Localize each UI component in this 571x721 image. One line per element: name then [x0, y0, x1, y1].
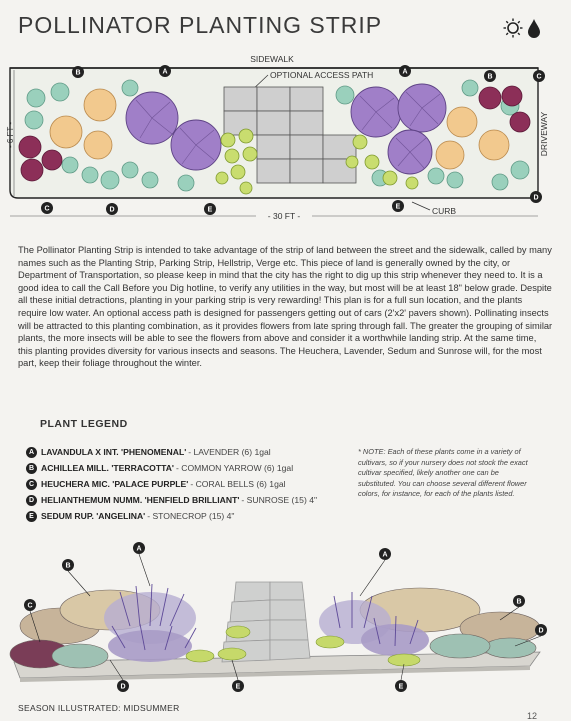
marker-c: C — [27, 602, 33, 610]
perspective-illustration — [0, 536, 571, 702]
marker-e: E — [398, 683, 404, 691]
legend-item — [26, 492, 346, 508]
marker-e: E — [395, 203, 401, 211]
driveway-label: DRIVEWAY — [539, 111, 549, 157]
marker-b: B — [65, 562, 71, 570]
marker-a: A — [162, 68, 168, 76]
marker-b: B — [487, 73, 493, 81]
legend-key: D — [26, 495, 37, 506]
marker-c: C — [44, 205, 50, 213]
legend-item — [26, 460, 346, 476]
length-dimension-label: - 30 FT - — [267, 211, 301, 221]
legend-item — [26, 476, 346, 492]
legend-key: E — [26, 511, 37, 522]
access-path-label: OPTIONAL ACCESS PATH — [270, 70, 374, 80]
marker-c: C — [536, 73, 542, 81]
legend-common-name: - CORAL BELLS (6) 1gal — [190, 479, 286, 489]
season-caption: SEASON ILLUSTRATED: MIDSUMMER — [18, 703, 180, 713]
plan-view-diagram — [0, 50, 571, 230]
page-title: POLLINATOR PLANTING STRIP — [18, 12, 383, 38]
legend-title: PLANT LEGEND — [40, 418, 128, 430]
full-sun-icon — [503, 18, 523, 38]
cultivar-note: * NOTE: Each of these plants come in a variety of cultivars, so if your nursery does not stock the exact cultivar specified, likely another one can be substituted. You can choose several different flower colors, for instance, for each of the plants listed. — [358, 447, 528, 499]
legend-botanical-name: ACHILLEA MILL. 'TERRACOTTA' — [41, 463, 174, 473]
page-number: 12 — [527, 711, 538, 721]
plant-legend — [26, 444, 346, 524]
water-drop-icon — [527, 18, 541, 38]
legend-botanical-name: HELIANTHEMUM NUMM. 'HENFIELD BRILLIANT' — [41, 495, 240, 505]
marker-d: D — [533, 194, 539, 202]
marker-a: A — [382, 551, 388, 559]
legend-common-name: - SUNROSE (15) 4" — [241, 495, 318, 505]
marker-b: B — [516, 598, 522, 606]
legend-botanical-name: HEUCHERA MIC. 'PALACE PURPLE' — [41, 479, 189, 489]
legend-key: A — [26, 447, 37, 458]
legend-key: C — [26, 479, 37, 490]
marker-d: D — [120, 683, 126, 691]
curb-label: CURB — [432, 206, 457, 216]
legend-common-name: - COMMON YARROW (6) 1gal — [175, 463, 294, 473]
legend-common-name: - STONECROP (15) 4" — [147, 511, 235, 521]
sidewalk-label: SIDEWALK — [250, 54, 294, 64]
marker-b: B — [75, 69, 81, 77]
legend-botanical-name: LAVANDULA X INT. 'PHENOMENAL' — [41, 447, 187, 457]
marker-e: E — [235, 683, 241, 691]
marker-d: D — [109, 206, 115, 214]
marker-a: A — [402, 68, 408, 76]
marker-d: D — [538, 627, 544, 635]
legend-item — [26, 444, 346, 460]
marker-e: E — [207, 206, 213, 214]
description-paragraph: The Pollinator Planting Strip is intended to take advantage of the strip of land between the street and the sidewalk, called by many names such as the Planting Strip, Parking Strip, Hellstrip, Verge etc. This piece of land is generally owned by the city, or Department of Transportation, so please keep in mind that the city has the right to dig up this strip whenever they need to. It is a good idea to call the Call Before you Dig hotline, to verify any utilities in the way, but most will be at least 18" below grade. Despite all these initial detractions, planting in your parking strip is very rewarding! This plan is for a full sun location, and the plants require low water. An optional access path is designed for passengers getting out of cars (2'x2' pavers shown). Pollinating insects will be attracted to this planting combination, as it provides flowers from late spring through fall. The greater the grouping of similar plants, the more insects will be able to see the flowers from above and consider it a worthwhile landing strip. At the same time, this planting provides diversity for various insects and seasons. The Heuchera, Lavender, Sedum and Sunrose will, for the most part, keep their foliage throughout the winter. — [18, 245, 553, 369]
legend-common-name: - LAVENDER (6) 1gal — [188, 447, 271, 457]
width-dimension-label: - 6 FT - — [6, 121, 15, 149]
legend-item — [26, 508, 346, 524]
marker-a: A — [136, 545, 142, 553]
legend-botanical-name: SEDUM RUP. 'ANGELINA' — [41, 511, 146, 521]
legend-key: B — [26, 463, 37, 474]
